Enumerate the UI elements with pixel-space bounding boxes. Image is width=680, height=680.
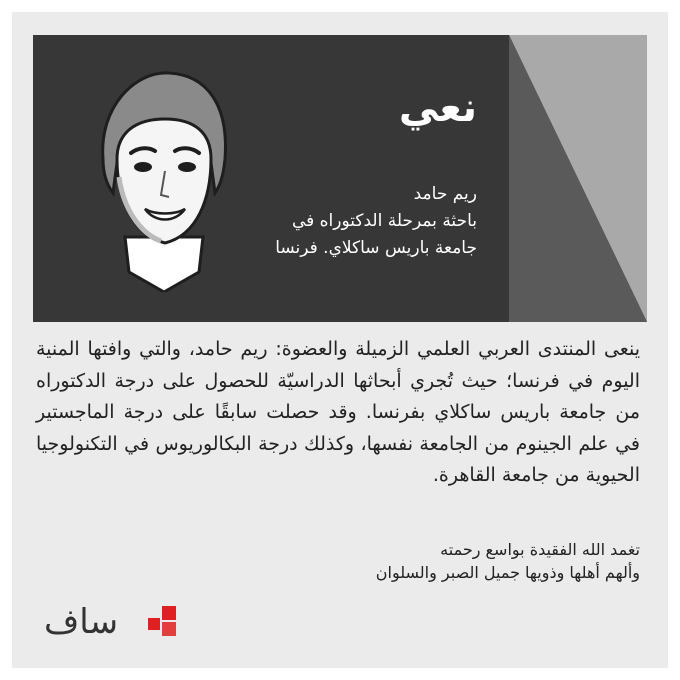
- logo-square-icon: [148, 618, 160, 630]
- portrait-illustration: [95, 67, 233, 292]
- obituary-title: نعي: [398, 85, 477, 131]
- header-banner: [33, 35, 647, 322]
- obituary-paragraph: ينعى المنتدى العربي العلمي الزميلة والعضوة: ريم حامد، والتي وافتها المنية اليوم في فرنسا؛ حيث تُجري أبحاثها الدراسيّة للحصول على درجة الدكتوراه من جامعة باريس ساكلاي بفرنسا. وقد حصلت سابقًا على درجة الماجستير في علم الجينوم من الجامعة نفسها، وكذلك درجة البكالوريوس في التكنولوجيا الحيوية من جامعة القاهرة.: [36, 338, 640, 486]
- deceased-role-line2: جامعة باريس ساكلاي. فرنسا: [275, 238, 477, 258]
- obituary-card: [12, 12, 668, 668]
- deceased-name: ريم حامد: [413, 184, 477, 204]
- deceased-info: [275, 181, 477, 262]
- logo-square-icon: [162, 606, 176, 620]
- logo-wordmark: ساف: [44, 602, 119, 642]
- condolence-line2: وألهم أهلها وذويها جميل الصبر والسلوان: [375, 563, 640, 582]
- deceased-role-line1: باحثة بمرحلة الدكتوراه في: [291, 211, 477, 231]
- logo-square-icon: [162, 622, 176, 636]
- condolence-line1: تغمد الله الفقيدة بواسع رحمته: [440, 540, 640, 559]
- saf-logo: [44, 600, 204, 650]
- condolence-text: [376, 538, 640, 584]
